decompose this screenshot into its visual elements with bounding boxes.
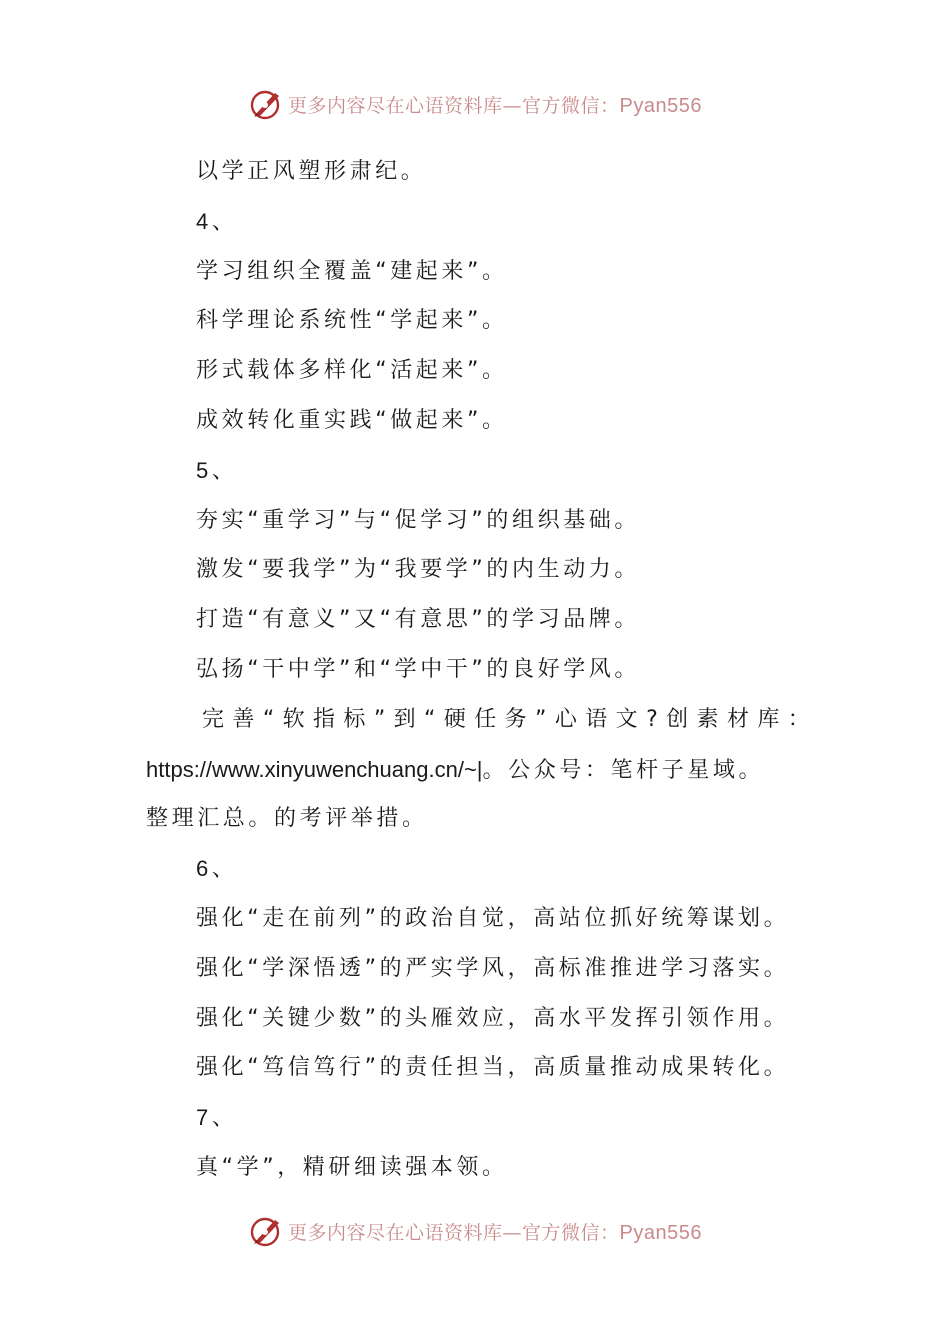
paragraph-line: 成效转化重实践“做起来”。 bbox=[196, 407, 508, 433]
glyph: 材 bbox=[726, 706, 749, 732]
glyph: ? bbox=[646, 706, 658, 732]
paragraph-line: 打造“有意义”又“有意思”的学习品牌。 bbox=[196, 607, 640, 633]
paragraph-line: 学习组织全覆盖“建起来”。 bbox=[196, 258, 508, 284]
paragraph-line: 激发“要我学”为“我要学”的内生动力。 bbox=[196, 557, 640, 583]
glyph: 软 bbox=[282, 706, 305, 732]
glyph: ： bbox=[787, 706, 810, 732]
watermark-text: 更多内容尽在心语资料库—官方微信：Pyan556 bbox=[288, 94, 702, 117]
paragraph-line: 强化“走在前列”的政治自觉，高站位抓好统筹谋划。 bbox=[196, 905, 790, 931]
glyph: 到 bbox=[393, 706, 416, 732]
header-watermark bbox=[0, 84, 950, 124]
paragraph-line: 整理汇总。的考评举措。 bbox=[146, 806, 428, 832]
glyph: ” bbox=[535, 706, 547, 732]
paragraph-text: 。公众号：笔杆子星域。 bbox=[482, 757, 765, 783]
glyph: 素 bbox=[696, 706, 719, 732]
paragraph-line: 形式载体多样化“活起来”。 bbox=[196, 358, 508, 384]
pen-logo-icon bbox=[248, 1213, 284, 1249]
section-number-4: 4、 bbox=[196, 208, 238, 234]
paragraph-line: 强化“关键少数”的头雁效应，高水平发挥引领作用。 bbox=[196, 1005, 790, 1031]
paragraph-line-justified bbox=[146, 695, 810, 745]
glyph: 务 bbox=[504, 706, 527, 732]
paragraph-line: 强化“学深悟透”的严实学风，高标准推进学习落实。 bbox=[196, 955, 790, 981]
section-number-7: 7、 bbox=[196, 1105, 238, 1131]
glyph: 任 bbox=[474, 706, 497, 732]
document-body bbox=[146, 147, 810, 1193]
watermark-text: 更多内容尽在心语资料库—官方微信：Pyan556 bbox=[288, 1221, 702, 1244]
glyph: 标 bbox=[343, 706, 366, 732]
paragraph-line: 夯实“重学习”与“促学习”的组织基础。 bbox=[196, 507, 640, 533]
glyph: 善 bbox=[232, 706, 255, 732]
glyph: 语 bbox=[585, 706, 608, 732]
paragraph-line: 科学理论系统性“学起来”。 bbox=[196, 308, 508, 334]
glyph: ” bbox=[373, 706, 386, 732]
paragraph-line: 以学正风塑形肃纪。 bbox=[196, 159, 427, 184]
glyph: “ bbox=[262, 706, 275, 732]
section-number-5: 5、 bbox=[196, 457, 238, 483]
glyph: 文 bbox=[615, 706, 638, 732]
glyph: 完 bbox=[202, 706, 225, 732]
glyph: 心 bbox=[554, 706, 577, 732]
paragraph-line: 真“学”，精研细读强本领。 bbox=[196, 1154, 508, 1180]
paragraph-line: 弘扬“干中学”和“学中干”的良好学风。 bbox=[196, 656, 640, 682]
glyph: 硬 bbox=[443, 706, 466, 732]
glyph: “ bbox=[424, 706, 436, 732]
paragraph-line-url bbox=[146, 745, 810, 795]
pen-logo-icon bbox=[248, 86, 284, 122]
glyph: 库 bbox=[757, 706, 780, 732]
paragraph-line: 强化“笃信笃行”的责任担当，高质量推动成果转化。 bbox=[196, 1055, 790, 1081]
section-number-6: 6、 bbox=[196, 856, 238, 882]
footer-watermark bbox=[0, 1211, 950, 1251]
source-url: https://www.xinyuwenchuang.cn/~| bbox=[146, 756, 483, 782]
glyph: 创 bbox=[666, 706, 689, 732]
glyph: 指 bbox=[313, 706, 336, 732]
